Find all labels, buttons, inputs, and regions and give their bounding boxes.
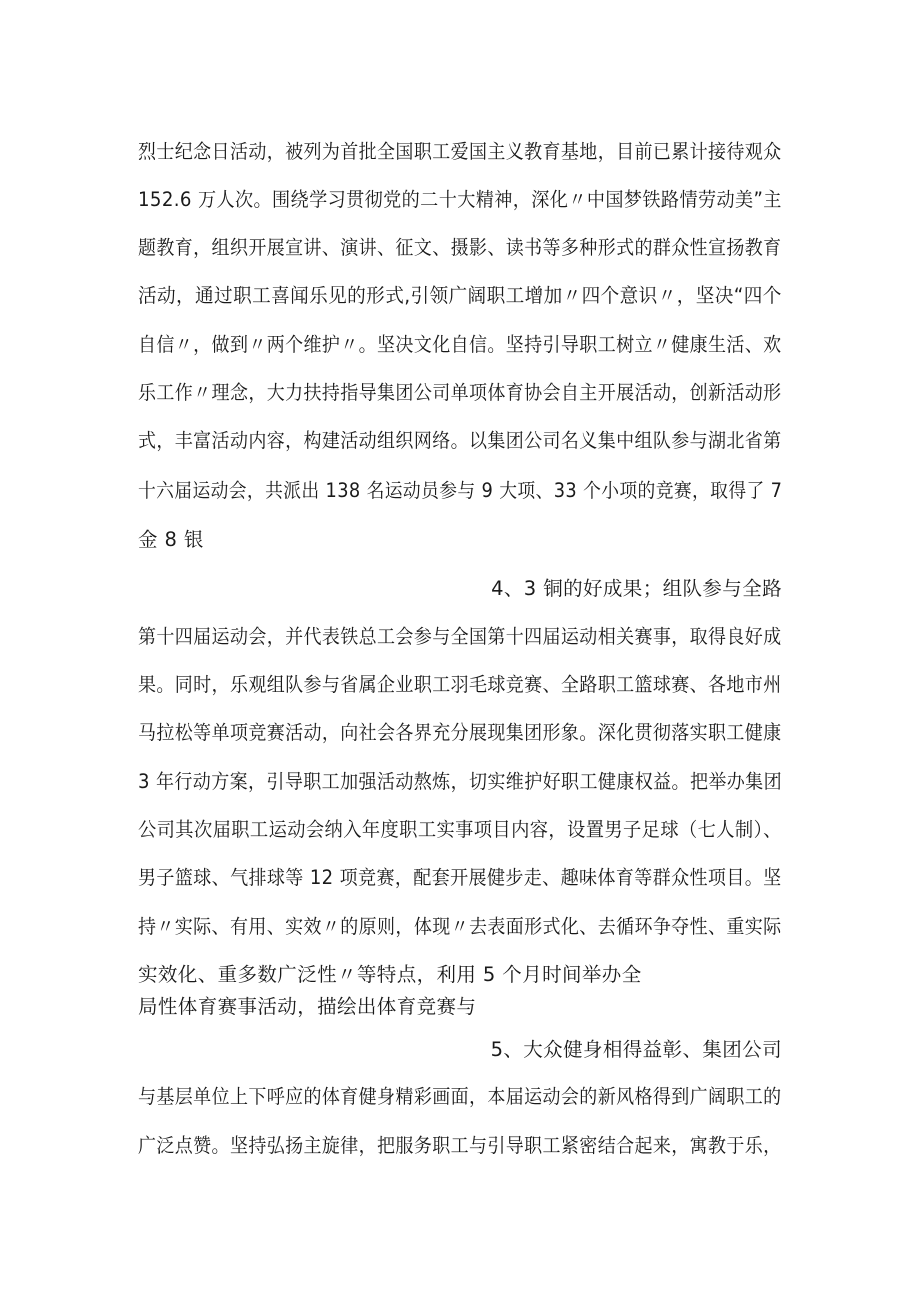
paragraph-line: 男子篮球、气排球等 12 项竞赛，配套开展健步走、趣味体育等群众性项目。坚 (138, 866, 782, 889)
paragraph-line: 局性体育赛事活动，描绘出体育竞赛与 (138, 995, 477, 1018)
paragraph-line: 152.6 万人次。围绕学习贯彻党的二十大精神，深化〃中国梦铁路情劳动美”主 (138, 188, 782, 211)
paragraph-line: 式，丰富活动内容，构建活动组织网络。以集团公司名义集中组队参与湖北省第 (138, 429, 782, 452)
paragraph-line: 烈士纪念日活动，被列为首批全国职工爱国主义教育基地，目前已累计接待观众 (138, 140, 782, 163)
paragraph-line: 公司其次届职工运动会纳入年度职工实事项目内容，设置男子足球（七人制）、 (138, 818, 782, 841)
paragraph-line: 自信〃，做到〃两个维护〃。坚决文化自信。坚持引导职工树立〃健康生活、欢 (138, 333, 782, 356)
paragraph-line: 十六届运动会，共派出 138 名运动员参与 9 大项、33 个小项的竞赛，取得了 7 (138, 479, 783, 502)
paragraph-line: 实效化、重多数广泛性〃等特点，利用 5 个月时间举办全 (138, 963, 642, 986)
paragraph-line-right: 4、3 铜的好成果；组队参与全路 (491, 577, 782, 600)
paragraph-line: 题教育，组织开展宣讲、演讲、征文、摄影、读书等多种形式的群众性宣扬教育 (138, 236, 782, 259)
paragraph-line: 第十四届运动会，并代表铁总工会参与全国第十四届运动相关赛事，取得良好成 (138, 625, 782, 648)
paragraph-line: 活动，通过职工喜闻乐见的形式,引领广阔职工增加〃四个意识〃，坚决“四个 (138, 284, 782, 307)
paragraph-line: 金 8 银 (138, 528, 204, 551)
paragraph-line: 与基层单位上下呼应的体育健身精彩画面，本届运动会的新风格得到广阔职工的 (138, 1085, 782, 1108)
paragraph-line: 持〃实际、有用、实效〃的原则，体现〃去表面形式化、去循环争夺性、重实际 (138, 915, 782, 938)
paragraph-line: 乐工作〃理念，大力扶持指导集团公司单项体育协会自主开展活动，创新活动形 (138, 381, 782, 404)
paragraph-line: 马拉松等单项竞赛活动，向社会各界充分展现集团形象。深化贯彻落实职工健康 (138, 721, 782, 744)
paragraph-line: 广泛点赞。坚持弘扬主旋律，把服务职工与引导职工紧密结合起来，寓教于乐， (138, 1134, 782, 1157)
paragraph-line-right: 5、大众健身相得益彰、集团公司 (490, 1038, 782, 1061)
paragraph-line: 3 年行动方案，引导职工加强活动熬炼，切实维护好职工健康权益。把举办集团 (138, 770, 783, 793)
paragraph-line: 果。同时，乐观组队参与省属企业职工羽毛球竞赛、全路职工篮球赛、各地市州 (138, 673, 782, 696)
